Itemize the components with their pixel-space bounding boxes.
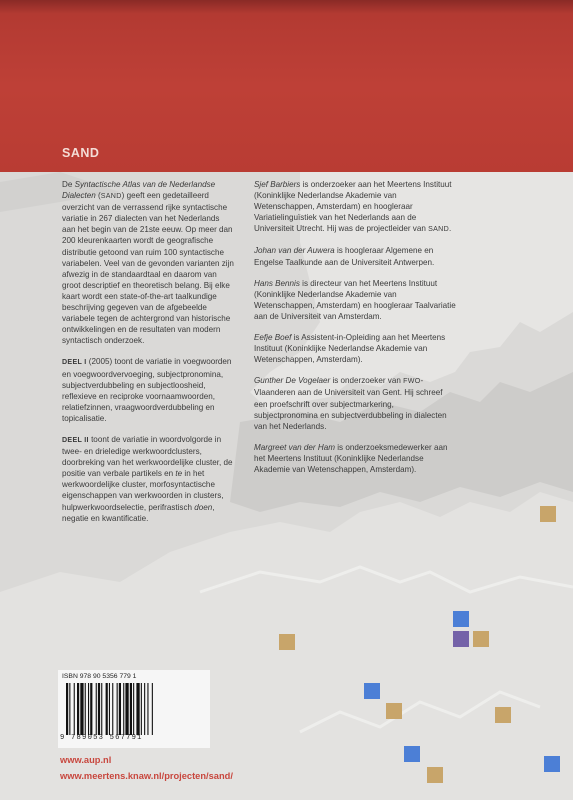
author-name: Gunther De Vogelaer xyxy=(254,376,331,386)
author-bio xyxy=(254,375,458,431)
barcode-number: 9 789053 567791 xyxy=(60,734,143,742)
author-text: is onderzoeksmedewerker aan het Meertens Instituut (Koninklijke Nederlandse Akademie van Wetenschappen, Amsterdam). xyxy=(254,442,448,474)
author-bio xyxy=(254,332,458,365)
barcode-stripe xyxy=(123,683,124,735)
map-square-blue xyxy=(404,746,420,762)
intro-text: geeft een gedetailleerd overzicht van de verrassend rijke syntactische variatie in 267 dialecten van het Nederlands aan het begin van de 21ste eeuw. Op meer dan 200 kleurenkaarten wordt de geografische distributie getoond van ruim 100 syntactische variabelen. Veel van de gevonden varianten zijn afwezig in de standaardtaal en daarom van groot descriptief en theoretisch belang. Bij elke kaart wordt een state-of-the-art taalkundige beschrijving gegeven van de afgebeelde variabele tegen de achtergrond van historische ontwikkelingen en de resultaten van modern syntactisch onderzoek. xyxy=(62,191,234,346)
barcode-stripe xyxy=(106,683,108,735)
atlas-abbrev: SAND xyxy=(100,192,122,201)
author-end: -Vlaanderen aan de Universiteit van Gent. Hij schreef een proefschrift over subjectmarkering, subjectpronomina en subjectverdubbeling in dialecten van het Nederlands. xyxy=(254,376,447,431)
barcode-stripe xyxy=(136,683,139,735)
author-text: is Assistent-in-Opleiding aan het Meertens Instituut (Koninklijke Nederlandse Akademie van Wetenschappen, Amsterdam). xyxy=(254,333,446,365)
barcode-stripe xyxy=(125,683,128,735)
map-square-gold xyxy=(473,631,489,647)
barcode-stripe xyxy=(90,683,92,735)
map-square-gold xyxy=(495,707,511,723)
deel2-text: toont de variatie in woordvolgorde in twee- en drieledige werkwoordclusters, doorbreking van het werkwoordelijke cluster, de positie van verbale partikels en xyxy=(62,434,233,479)
barcode-stripe xyxy=(117,683,118,735)
barcode-stripe xyxy=(98,683,100,735)
deel2-doen: doen xyxy=(194,502,213,512)
deel1-text: (2005) toont de variatie in voegwoorden en voegwoordvervoeging, subjectpronomina, subjectverdubbeling en subjectloosheid, reflexieve en reciproke voornaamwoorden, relatiefzinnen, vraagwoordverdubbeling en topicalisatie. xyxy=(62,357,232,423)
barcode-bars xyxy=(66,683,202,735)
deel2-paragraph xyxy=(62,434,234,524)
map-square-gold xyxy=(427,767,443,783)
barcode-stripe xyxy=(109,683,110,735)
isbn-barcode xyxy=(58,670,210,748)
deel1-label: DEEL I xyxy=(62,358,87,367)
barcode-stripe xyxy=(66,683,68,735)
barcode-stripe xyxy=(80,683,83,735)
map-square-gold xyxy=(386,703,402,719)
barcode-stripe xyxy=(88,683,89,735)
barcode-stripe xyxy=(141,683,142,735)
author-name: Eefje Boef xyxy=(254,333,292,343)
map-square-blue xyxy=(453,611,469,627)
deel2-label: DEEL II xyxy=(62,435,89,444)
project-link[interactable]: www.meertens.knaw.nl/projecten/sand/ xyxy=(60,771,233,781)
map-square-purple xyxy=(453,631,469,647)
barcode-stripe xyxy=(74,683,75,735)
barcode-stripe xyxy=(152,683,153,735)
deel1-paragraph xyxy=(62,356,234,424)
deel2-text-c: , negatie en kwantificatie. xyxy=(62,502,215,523)
intro-paragraph: De Syntactische Atlas van de Nederlandse Dialecten (SAND) geeft een gedetailleerd overzicht van de verrassend rijke syntactische variatie in 267 dialecten van het Nederlands aan het begin van de 21ste eeuw. Op meer dan 200 kleurenkaarten wordt de geografische distributie getoond van ruim 100 syntactische variabelen. Veel van de gevonden varianten zijn afwezig in de standaardtaal en daarom van groot descriptief en theoretisch belang. Bij elke kaart wordt een state-of-the-art taalkundige beschrijving gegeven van de afgebeelde variabele tegen de achtergrond van historische ontwikkelingen en de resultaten van modern syntactisch onderzoek. xyxy=(62,180,234,346)
barcode-graphic xyxy=(66,683,202,735)
barcode-stripe xyxy=(112,683,113,735)
atlas-title-2: Dialecten xyxy=(62,191,96,201)
author-name: Margreet van der Ham xyxy=(254,442,335,452)
map-square-blue xyxy=(544,756,560,772)
barcode-stripe xyxy=(77,683,79,735)
brand-title: SAND xyxy=(62,146,100,160)
red-header-band xyxy=(0,0,573,172)
author-text: is onderzoeker van xyxy=(332,376,401,386)
atlas-title: Syntactische Atlas van de Nederlandse xyxy=(74,180,216,189)
barcode-stripe xyxy=(85,683,86,735)
author-name: Johan van der Auwera xyxy=(254,246,335,256)
map-square-gold xyxy=(279,634,295,650)
barcode-stripe xyxy=(69,683,70,735)
author-text: is onderzoeker aan het Meertens Instituut (Koninklijke Nederlandse Akademie van Wetenschappen, Amsterdam) en hoogleraar Variatielinguïstiek van het Nederlands aan de Universiteit Utrecht. Hij was de projectleider van xyxy=(254,180,452,234)
barcode-stripe xyxy=(130,683,132,735)
deel2-text-b: in het werkwoordelijke cluster, morfosyntactische eigenschappen van werkwoorden in clusters, hulpwerkwoordselectie, perifrastisch xyxy=(62,469,224,512)
publisher-link[interactable]: www.aup.nl xyxy=(60,755,112,765)
author-tail: FWO xyxy=(403,377,421,386)
author-name: Sjef Barbiers xyxy=(254,180,301,189)
map-square-gold xyxy=(540,506,556,522)
author-text: is directeur van het Meertens Instituut (Koninklijke Nederlandse Akademie van Wetenschappen, Amsterdam) en hoogleraar Taalvariatie aan de Universiteit van Amsterdam. xyxy=(254,278,456,321)
intro-prefix: De xyxy=(62,180,73,189)
barcode-stripe xyxy=(147,683,148,735)
author-bio xyxy=(254,278,458,322)
author-name: Hans Bennis xyxy=(254,278,300,288)
author-bio xyxy=(254,442,458,475)
isbn-label: ISBN 978 90 5356 779 1 xyxy=(62,673,137,680)
barcode-stripe xyxy=(133,683,134,735)
barcode-stripe xyxy=(144,683,145,735)
authors-column xyxy=(254,179,458,485)
deel2-te: te xyxy=(175,469,183,479)
barcode-stripe xyxy=(101,683,102,735)
map-square-blue xyxy=(364,683,380,699)
author-tail: SAND xyxy=(428,225,450,234)
author-end: . xyxy=(449,224,452,234)
author-text: is hoogleraar Algemene en Engelse Taalkunde aan de Universiteit Antwerpen. xyxy=(254,246,435,267)
author-bio xyxy=(254,245,458,267)
description-column xyxy=(62,179,234,534)
author-bio xyxy=(254,179,458,235)
barcode-stripe xyxy=(96,683,97,735)
barcode-stripe xyxy=(119,683,121,735)
